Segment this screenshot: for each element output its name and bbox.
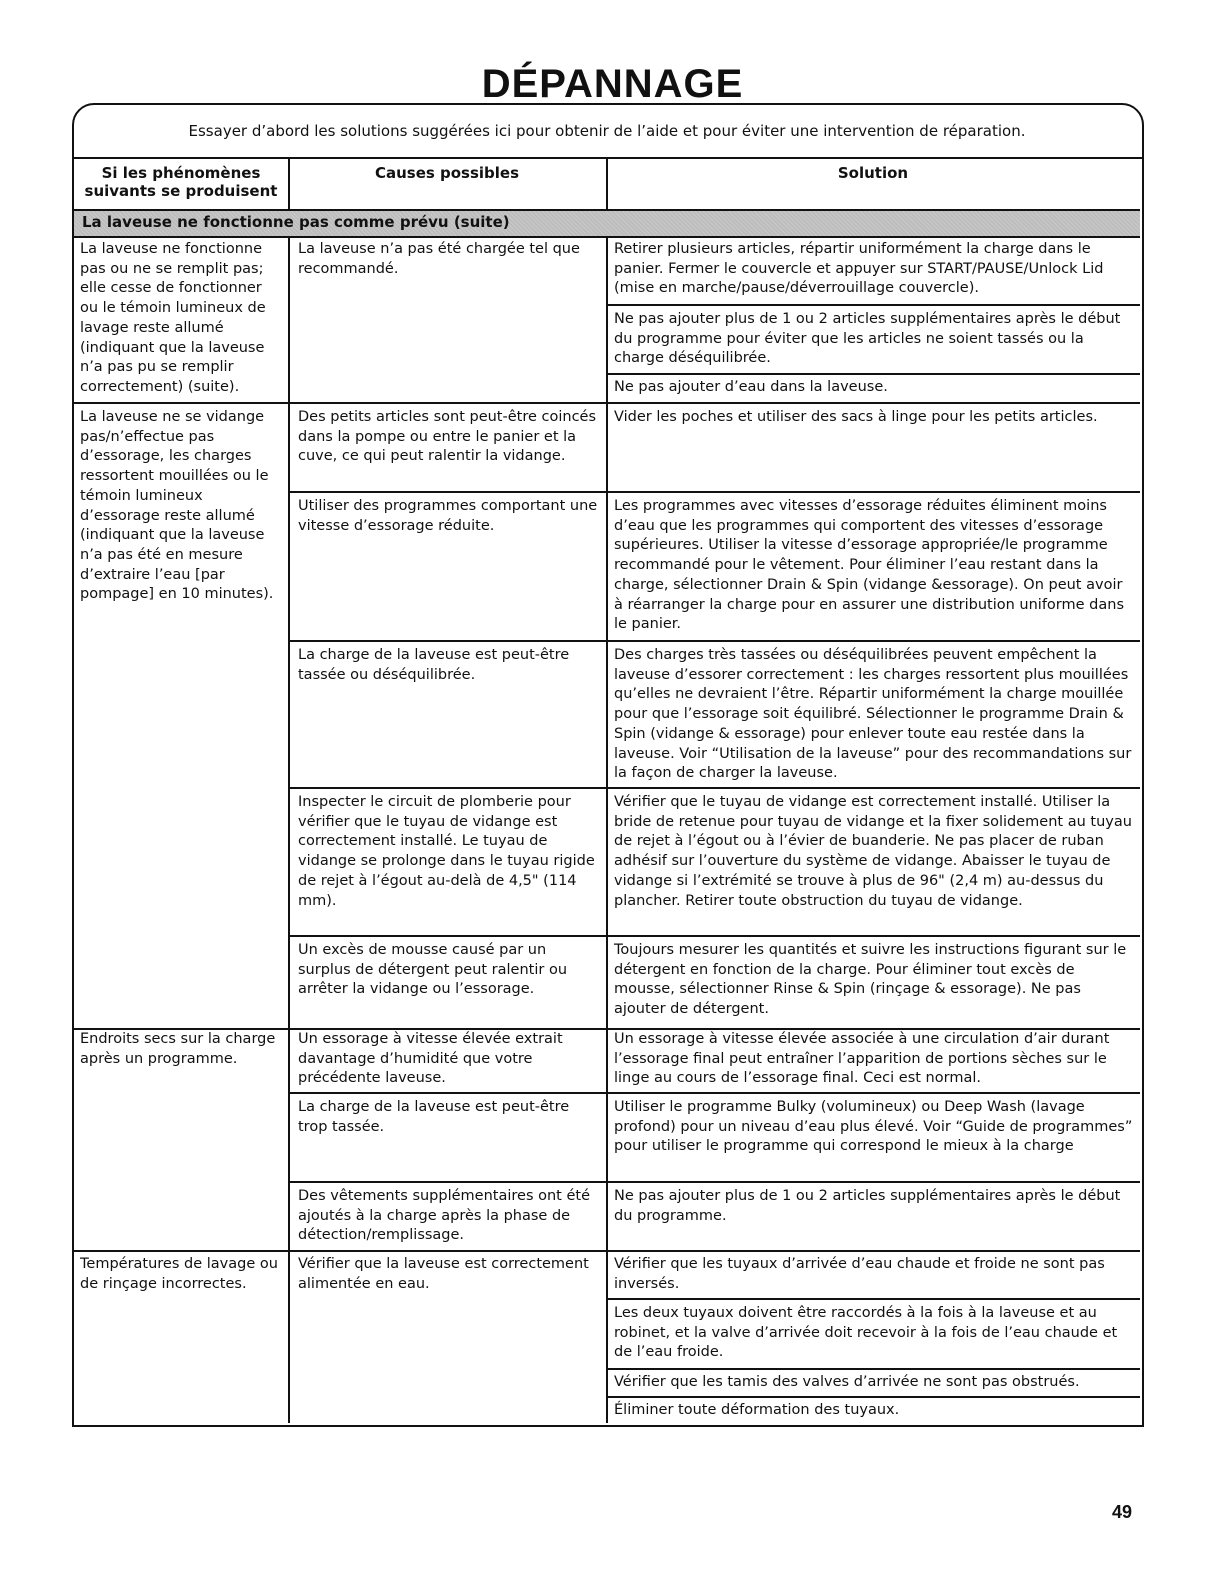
header-solution: Solution: [837, 164, 909, 182]
page-title: DÉPANNAGE: [481, 62, 744, 106]
row-divider: [606, 1368, 1140, 1370]
solution-cell: Ne pas ajouter plus de 1 ou 2 articles supplémentaires après le début du programme.: [614, 1188, 1121, 1224]
cause-cell: Un essorage à vitesse élevée extrait davantage d’humidité que votre précédente laveuse.: [298, 1031, 563, 1087]
solution-cell: Retirer plusieurs articles, répartir uniformément la charge dans le panier. Fermer le couvercle et appuyer sur START/PAUSE/Unlock Lid (mise en marche/pause/déverrouillage couvercle).: [614, 241, 1104, 297]
cause-cell: Un excès de mousse causé par un surplus de détergent peut ralentir ou arrêter la vidange ou l’essorage.: [298, 942, 568, 998]
row-divider: [288, 1181, 1140, 1183]
solution-cell: Éliminer toute déformation des tuyaux.: [614, 1402, 900, 1418]
header-symptoms: Si les phénomènes suivants se produisent: [84, 164, 278, 200]
solution-cell: Vérifier que les tuyaux d’arrivée d’eau chaude et froide ne sont pas inversés.: [614, 1256, 1105, 1292]
row-divider: [288, 491, 1140, 493]
solution-cell: Des charges très tassées ou déséquilibrées peuvent empêchent la laveuse d’essorer correctement : les charges ressortent plus mouillées qu’elles ne devraient l’être. Répartir uniformément la charge mouillée pour que l’essorage soit équilibré. Sélectionner le programme Drain & Spin (vidange & essorage) pour enlever toute eau restée dans la laveuse. Voir “Utilisation de la laveuse” pour des recommandations sur la façon de charger la laveuse.: [614, 647, 1132, 782]
column-divider: [288, 157, 290, 209]
symptom-cell: La laveuse ne fonctionne pas ou ne se remplit pas; elle cesse de fonctionner ou le témoin lumineux de lavage reste allumé (indiquant que la laveuse n’a pas pu se remplir correctement) (suite).: [80, 241, 266, 395]
cause-cell: La charge de la laveuse est peut-être tassée ou déséquilibrée.: [298, 647, 570, 683]
row-divider: [288, 935, 1140, 937]
column-divider: [288, 236, 290, 1423]
solution-cell: Vérifier que le tuyau de vidange est correctement installé. Utiliser la bride de retenue pour tuyau de vidange et la fixer solidement au tuyau de rejet à l’égout ou à l’évier de buanderie. Ne pas placer de ruban adhésif sur l’ouverture du système de vidange. Abaisser le tuyau de vidange si l’extrémité se trouve à plus de 96" (2,4 m) au-dessus du plancher. Retirer toute obstruction du tuyau de vidange.: [614, 794, 1132, 909]
symptom-cell: La laveuse ne se vidange pas/n’effectue pas d’essorage, les charges ressortent mouillées ou le témoin lumineux d’essorage reste allumé (indiquant que la laveuse n’a pas été en mesure d’extraire l’eau [par pompage] en 10 minutes).: [80, 409, 274, 603]
cause-cell: La charge de la laveuse est peut-être trop tassée.: [298, 1099, 570, 1135]
section-band: [74, 209, 1140, 238]
solution-cell: Vérifier que les tamis des valves d’arrivée ne sont pas obstrués.: [614, 1374, 1080, 1390]
column-divider: [606, 236, 608, 1423]
symptom-cell: Températures de lavage ou de rinçage incorrectes.: [80, 1256, 278, 1292]
row-divider: [606, 304, 1140, 306]
header-causes: Causes possibles: [374, 164, 520, 182]
row-divider: [606, 1396, 1140, 1398]
cause-cell: Des vêtements supplémentaires ont été ajoutés à la charge après la phase de détection/remplissage.: [298, 1188, 590, 1244]
solution-cell: Les deux tuyaux doivent être raccordés à la fois à la laveuse et au robinet, et la valve d’arrivée doit recevoir à la fois de l’eau chaude et de l’eau froide.: [614, 1305, 1118, 1361]
row-divider: [288, 787, 1140, 789]
symptom-cell: Endroits secs sur la charge après un programme.: [80, 1031, 276, 1067]
cause-cell: Inspecter le circuit de plomberie pour vérifier que le tuyau de vidange est correctement installé. Le tuyau de vidange se prolonge dans le tuyau rigide de rejet à l’égout au-delà de 4,5" (114 mm).: [298, 794, 595, 909]
row-divider: [72, 1250, 1140, 1252]
row-divider: [606, 1298, 1140, 1300]
column-divider: [606, 157, 608, 209]
cause-cell: La laveuse n’a pas été chargée tel que recommandé.: [298, 241, 580, 277]
row-divider: [288, 640, 1140, 642]
row-divider: [288, 1092, 1140, 1094]
row-divider: [72, 402, 1140, 404]
solution-cell: Un essorage à vitesse élevée associée à une circulation d’air durant l’essorage final peut entraîner l’apparition de portions sèches sur le linge au cours de l’essorage final. Ceci est normal.: [614, 1031, 1110, 1087]
section-title: La laveuse ne fonctionne pas comme prévu (suite): [82, 213, 510, 231]
solution-cell: Vider les poches et utiliser des sacs à linge pour les petits articles.: [614, 409, 1098, 425]
solution-cell: Toujours mesurer les quantités et suivre les instructions figurant sur le détergent en fonction de la charge. Pour éliminer tout excès de mousse, sélectionner Rinse & Spin (rinçage & essorage). Ne pas ajouter de détergent.: [614, 942, 1127, 1018]
row-divider: [606, 373, 1140, 375]
page-number: 49: [1112, 1502, 1133, 1522]
solution-cell: Utiliser le programme Bulky (volumineux) ou Deep Wash (lavage profond) pour un niveau d’eau plus élevé. Voir “Guide de programmes” pour utiliser le programme qui correspond le mieux à la charge: [614, 1099, 1133, 1155]
solution-cell: Ne pas ajouter d’eau dans la laveuse.: [614, 379, 888, 395]
intro-text: Essayer d’abord les solutions suggérées ici pour obtenir de l’aide et pour éviter une intervention de réparation.: [188, 122, 1026, 140]
cause-cell: Vérifier que la laveuse est correctement alimentée en eau.: [298, 1256, 589, 1292]
cause-cell: Utiliser des programmes comportant une vitesse d’essorage réduite.: [298, 498, 598, 534]
solution-cell: Ne pas ajouter plus de 1 ou 2 articles supplémentaires après le début du programme pour éviter que les articles ne soient tassés ou la charge déséquilibrée.: [614, 311, 1121, 367]
cause-cell: Des petits articles sont peut-être coincés dans la pompe ou entre le panier et la cuve, ce qui peut ralentir la vidange.: [298, 409, 597, 465]
solution-cell: Les programmes avec vitesses d’essorage réduites éliminent moins d’eau que les programmes qui comportent des vitesses d’essorage supérieures. Utiliser la vitesse d’essorage appropriée/le programme recommandé pour le vêtement. Pour éliminer l’eau restant dans la charge, sélectionner Drain & Spin (vidange &essorage). On peut avoir à réarranger la charge pour en assurer une distribution uniforme dans le panier.: [614, 498, 1124, 633]
